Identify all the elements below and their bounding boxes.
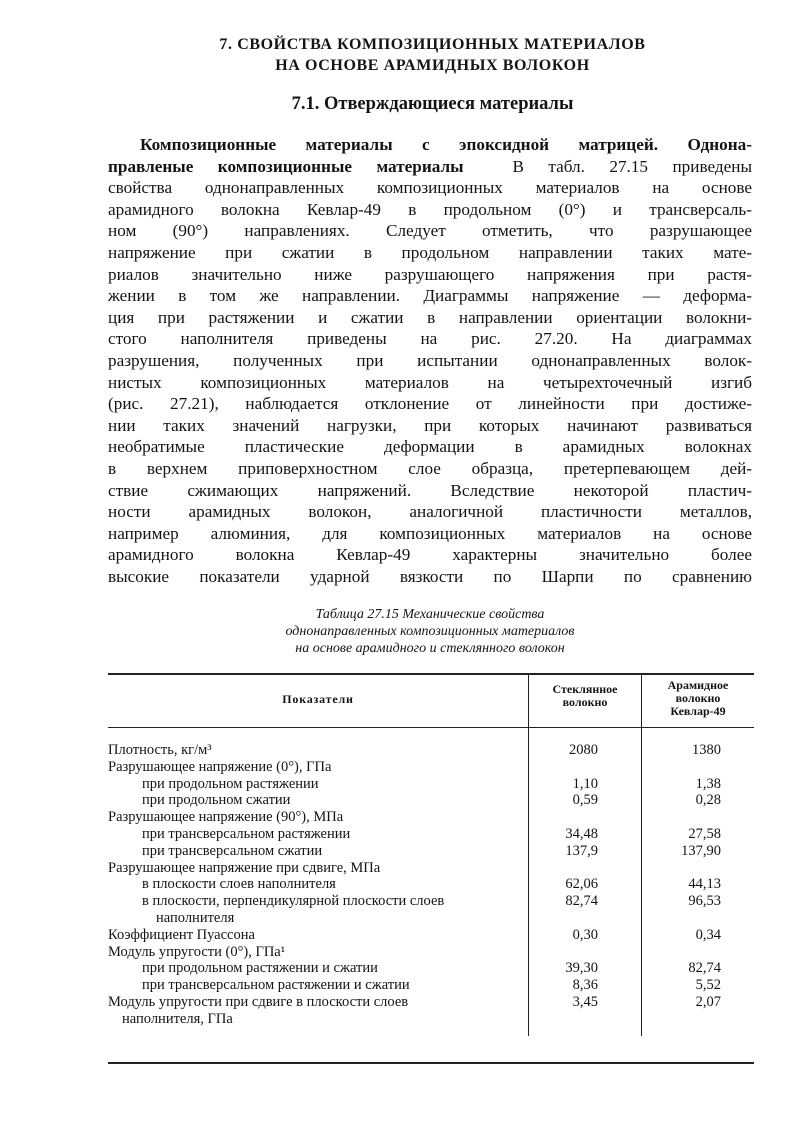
- cell-glass: 0,30: [572, 926, 598, 943]
- row-label: Коэффициент Пуассона: [108, 926, 255, 943]
- cell-glass: 3,45: [572, 993, 598, 1010]
- body-lead-bold-cont: правленые композиционные материалы: [108, 156, 464, 176]
- cell-glass: 1,10: [572, 775, 598, 792]
- cell-glass: 2080: [569, 742, 598, 758]
- row-label: при продольном растяжении: [142, 775, 319, 792]
- body-line: например алюминия, для композиционных материалов на основе: [108, 523, 752, 543]
- table-row: [108, 809, 754, 826]
- table-caption-line: однонаправленных композиционных материалов: [285, 624, 575, 639]
- row-label: в плоскости слоев наполнителя: [142, 876, 336, 893]
- body-line: разрушения, полученных при испытании однонаправленных волок-: [108, 350, 752, 370]
- row-label: при продольном растяжении и сжатии: [142, 960, 378, 977]
- body-line: напряжение при сжатии в продольном направлении таких мате-: [108, 242, 752, 262]
- chapter-title-line-2: НА ОСНОВЕ АРАМИДНЫХ ВОЛОКОН: [275, 57, 590, 74]
- cell-aramid: 1380: [692, 742, 721, 758]
- table-row: [108, 759, 754, 776]
- table-header-glass-line: волокно: [562, 695, 608, 709]
- body-line: (рис. 27.21), наблюдается отклонение от линейности при достиже-: [108, 394, 752, 414]
- body-line: ном (90°) направлениях. Следует отметить, что разрушающее: [108, 221, 752, 241]
- table-caption-line: на основе арамидного и стеклянного волокон: [295, 641, 565, 656]
- table-row: [108, 742, 754, 759]
- cell-glass: 82,74: [565, 893, 598, 910]
- cell-aramid: 137,90: [681, 842, 721, 859]
- cell-aramid: 5,52: [695, 977, 721, 994]
- cell-aramid: 82,74: [688, 960, 721, 977]
- table-row: [108, 843, 754, 860]
- table-header-indicators: Показатели: [282, 692, 354, 706]
- cell-aramid: 0,28: [695, 792, 721, 809]
- cell-aramid: 44,13: [688, 876, 721, 893]
- row-label: Модуль упругости (0°), ГПа¹: [108, 943, 286, 960]
- table-header-glass: [529, 683, 641, 709]
- table-row: [108, 776, 754, 793]
- table-header-aramid-line: Кевлар-49: [670, 704, 726, 718]
- body-line-tail: В табл. 27.15 приведены: [512, 156, 752, 176]
- table-header-aramid-line: волокно: [675, 691, 721, 705]
- table-caption: [108, 606, 752, 657]
- table-header-rule: [108, 727, 754, 728]
- body-line: в верхнем приповерхностном слое образца, претерпевающем дей-: [108, 458, 752, 478]
- body-line: нии таких значений нагрузки, при которых начинают развиваться: [108, 415, 752, 435]
- cell-aramid: 1,38: [695, 775, 721, 792]
- cell-glass: 34,48: [565, 825, 598, 842]
- body-line: свойства однонаправленных композиционных материалов на основе: [108, 178, 752, 198]
- table-row: [108, 876, 754, 893]
- cell-aramid: 96,53: [688, 893, 721, 910]
- body-line: ности арамидных волокон, аналогичной пластичности металлов,: [108, 502, 752, 522]
- cell-glass: 39,30: [565, 960, 598, 977]
- body-line: риалов значительно ниже разрушающего напряжения при растя-: [108, 264, 752, 284]
- body-line: нистых композиционных материалов на четырехточечный изгиб: [108, 372, 752, 392]
- body-line: арамидного волокна Кевлар-49 в продольном (0°) и трансверсаль-: [108, 199, 752, 219]
- cell-aramid: 2,07: [695, 993, 721, 1010]
- cell-glass: 137,9: [565, 842, 598, 859]
- chapter-title-line-1: 7. СВОЙСТВА КОМПОЗИЦИОННЫХ МАТЕРИАЛОВ: [219, 36, 646, 53]
- row-label: Разрушающее напряжение при сдвиге, МПа: [108, 859, 381, 876]
- body-lead-bold: Композиционные материалы с эпоксидной матрицей. Однона-: [140, 135, 752, 154]
- row-label: Разрушающее напряжение (0°), ГПа: [108, 758, 332, 775]
- body-line: жении в том же направлении. Диаграммы напряжение — деформа-: [108, 286, 752, 306]
- cell-aramid: 0,34: [695, 926, 721, 943]
- row-label-cont: наполнителя: [156, 909, 235, 926]
- body-line: высокие показатели ударной вязкости по Шарпи по сравнению: [108, 566, 752, 586]
- cell-glass: 0,59: [572, 792, 598, 809]
- table-row: [108, 944, 754, 961]
- table-row: [108, 893, 754, 927]
- row-label: при трансверсальном растяжении и сжатии: [142, 977, 410, 994]
- body-line: арамидного волокна Кевлар-49 характерны значительно более: [108, 545, 752, 565]
- cell-aramid: 27,58: [688, 825, 721, 842]
- chapter-title: [100, 34, 765, 76]
- section-title: 7.1. Отверждающиеся материалы: [291, 94, 574, 114]
- table-row: [108, 792, 754, 809]
- row-label: в плоскости, перпендикулярной плоскости слоев: [142, 893, 445, 910]
- table-row: [108, 994, 754, 1028]
- table-header-glass-line: Стеклянное: [552, 682, 618, 696]
- row-label-cont: наполнителя, ГПа: [122, 1010, 233, 1027]
- table-row: [108, 927, 754, 944]
- table-header-aramid-line: Арамидное: [667, 678, 729, 692]
- cell-glass: 62,06: [565, 876, 598, 893]
- cell-glass: 8,36: [572, 977, 598, 994]
- body-line: ствие сжимающих напряжений. Вследствие некоторой пластич-: [108, 480, 752, 500]
- row-label: Модуль упругости при сдвиге в плоскости слоев: [108, 993, 409, 1010]
- table-row: [108, 977, 754, 994]
- row-label: Разрушающее напряжение (90°), МПа: [108, 809, 344, 826]
- row-label: Плотность, кг/м³: [108, 742, 212, 758]
- body-line: необратимые пластические деформации в арамидных волокнах: [108, 437, 752, 457]
- table-row: [108, 860, 754, 877]
- table-row: [108, 960, 754, 977]
- table-row: [108, 826, 754, 843]
- table-header-aramid: [642, 679, 754, 718]
- body-line: [108, 156, 752, 178]
- body-paragraph: [108, 134, 752, 587]
- table-body: [108, 742, 754, 1028]
- row-label: при трансверсальном сжатии: [142, 842, 323, 859]
- body-line: ция при растяжении и сжатии в направлении ориентации волокни-: [108, 307, 752, 327]
- body-line: [108, 134, 752, 156]
- table-bottom-rule: [108, 1062, 754, 1064]
- row-label: при продольном сжатии: [142, 792, 291, 809]
- row-label: при трансверсальном растяжении: [142, 825, 351, 842]
- table-caption-line: Таблица 27.15 Механические свойства: [315, 607, 545, 622]
- body-line: стого наполнителя приведены на рис. 27.20. На диаграммах: [108, 329, 752, 349]
- table-top-rule: [108, 673, 754, 675]
